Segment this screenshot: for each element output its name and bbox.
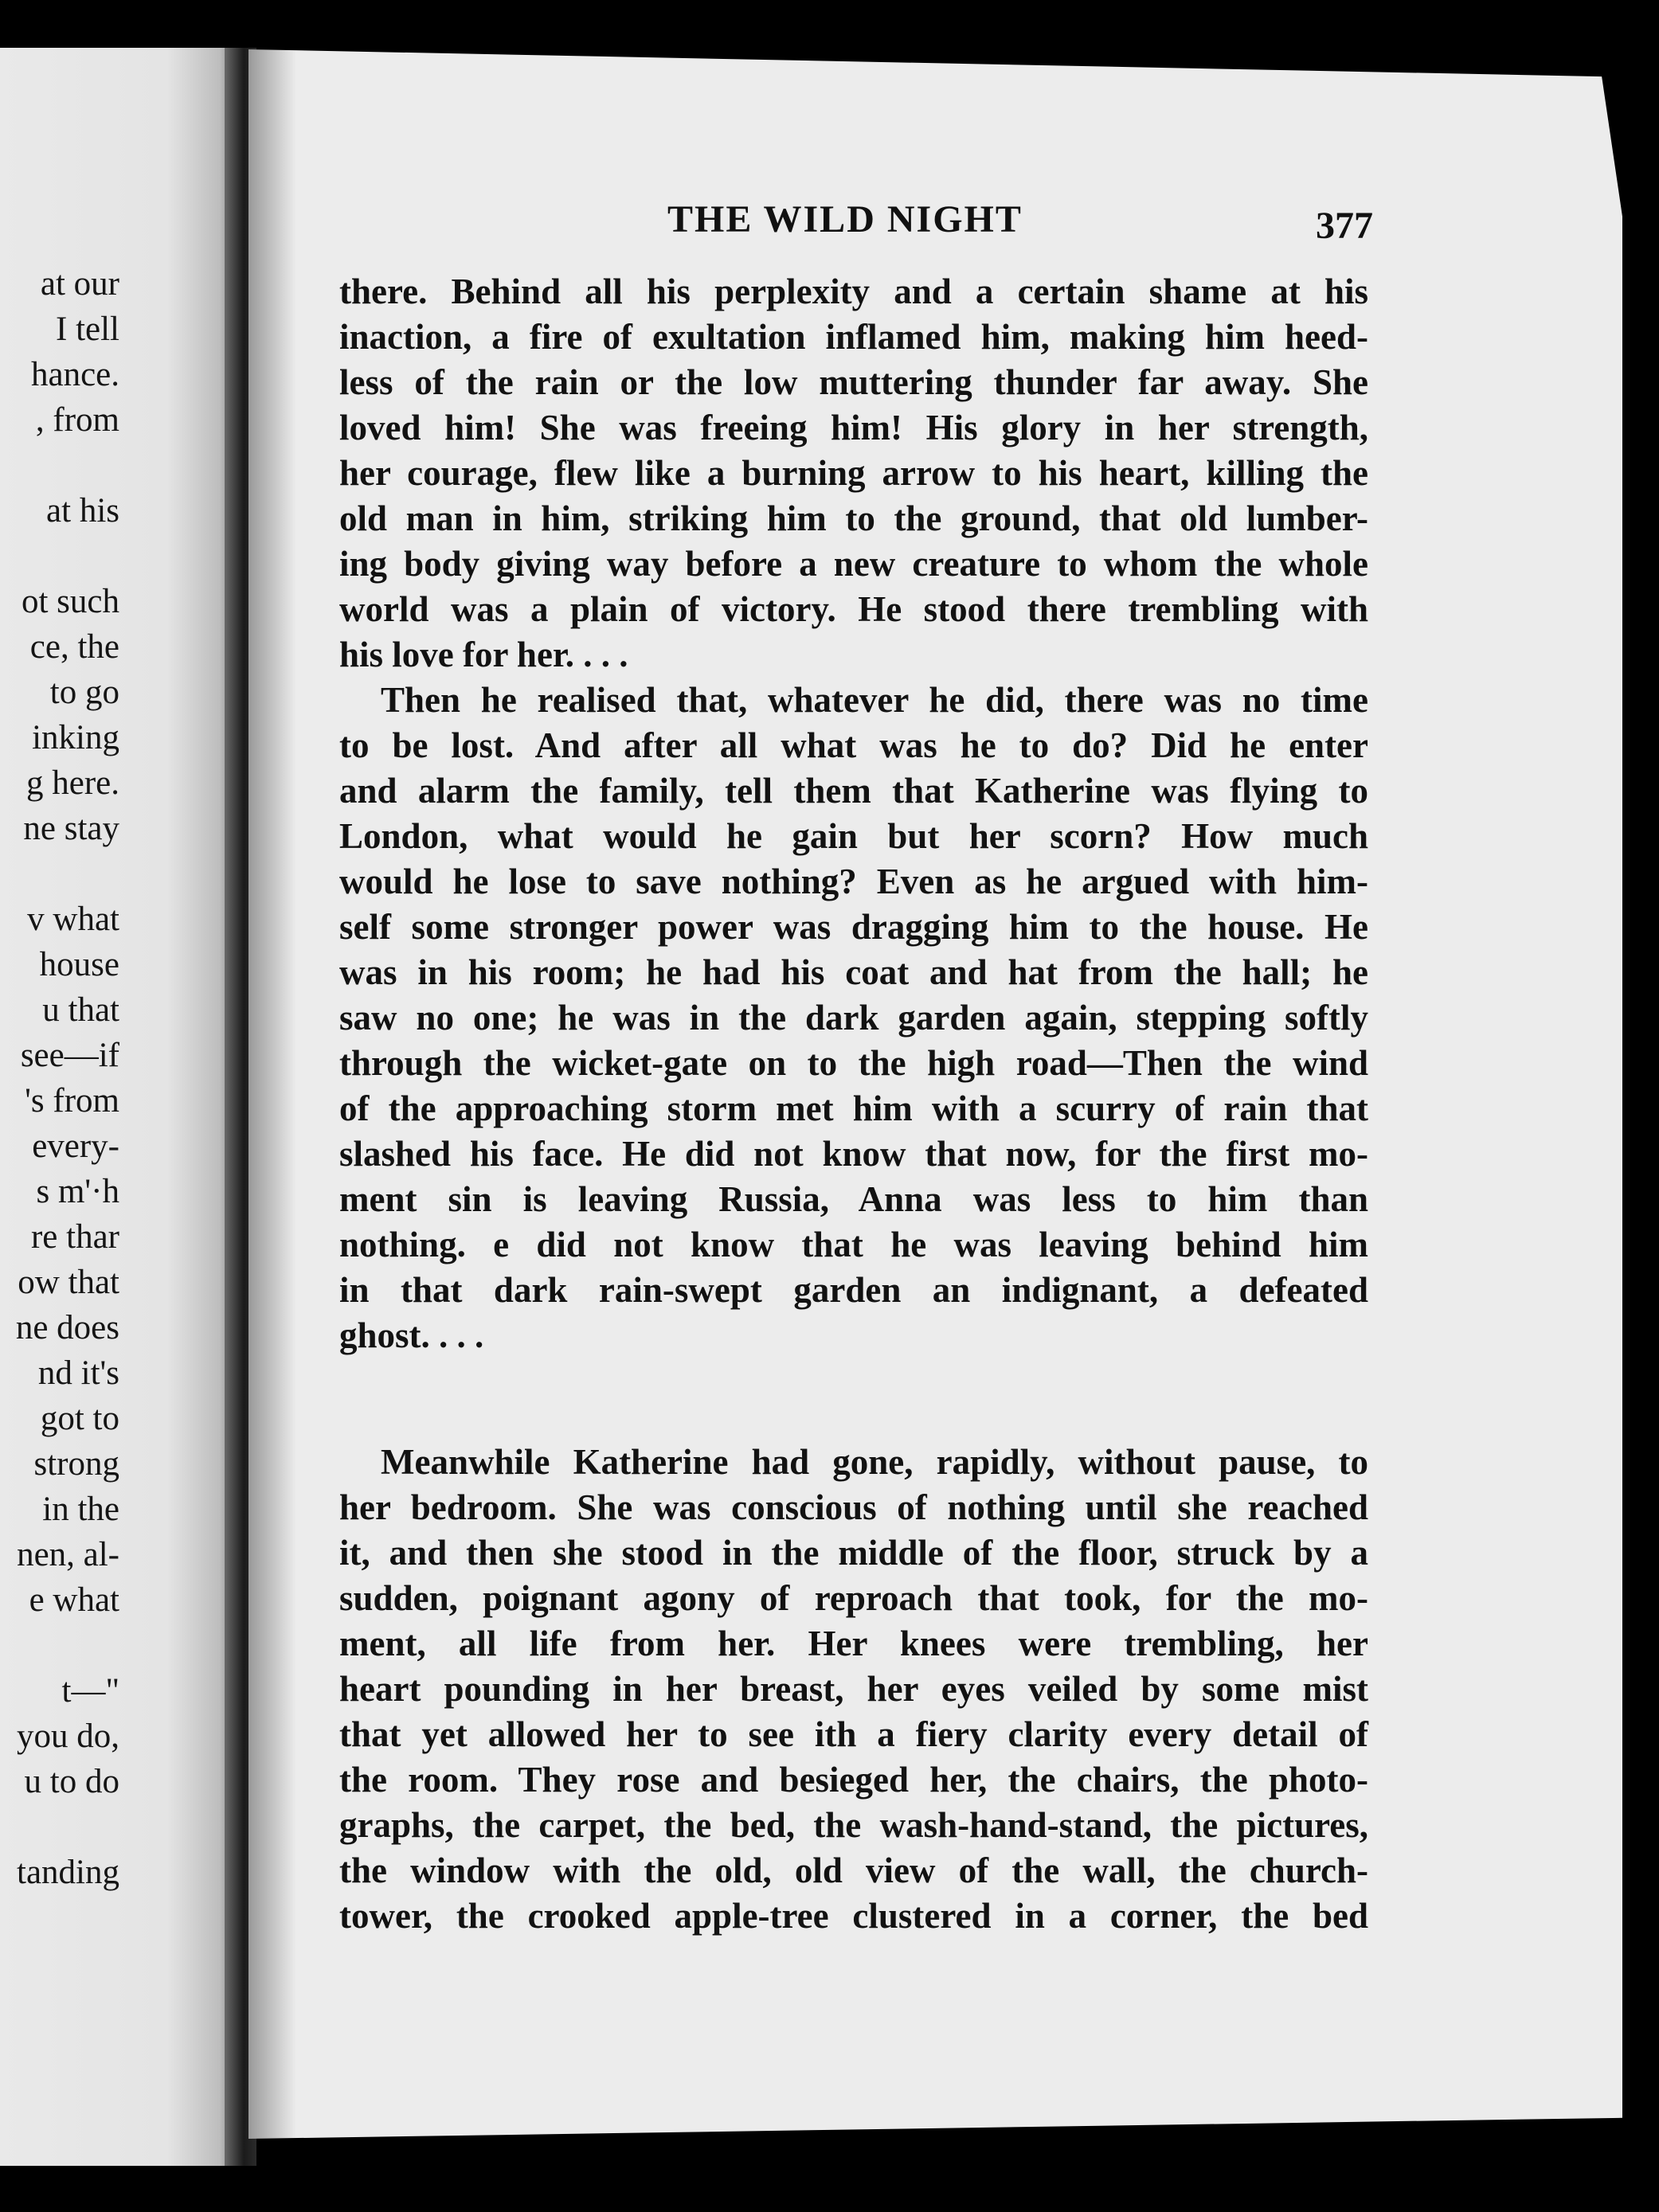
text-line: slashed his face. He did not know that now, for the first mo- <box>339 1134 1368 1174</box>
paragraph <box>339 269 1368 678</box>
left-page-line: ce, the <box>29 628 119 666</box>
page-body <box>339 269 1368 1939</box>
left-page-line: ow that <box>18 1264 119 1301</box>
left-page-line: to go <box>49 674 119 711</box>
left-page-line <box>16 1623 119 1668</box>
left-page-line: v what <box>27 901 119 938</box>
paragraph <box>339 678 1368 1358</box>
text-line: ing body giving way before a new creature to whom the whole <box>339 544 1368 584</box>
left-page-line: e what <box>29 1581 119 1619</box>
left-page-line <box>16 1804 119 1850</box>
left-page-line: at our <box>40 265 119 303</box>
left-page-line <box>16 443 119 488</box>
text-line: self some stronger power was dragging him to the house. He <box>339 907 1368 947</box>
running-header: THE WILD NIGHT <box>667 198 1023 240</box>
left-page-line: see—if <box>20 1037 119 1074</box>
left-page-line: I tell <box>56 311 119 348</box>
left-page-line: u that <box>42 991 119 1029</box>
left-page-line: in the <box>42 1491 119 1528</box>
text-line: would he lose to save nothing? Even as he argued with him- <box>339 862 1368 901</box>
text-line: her bedroom. She was conscious of nothing until she reached <box>339 1487 1368 1527</box>
left-page-line: g here. <box>26 764 119 802</box>
left-page-line: t—" <box>61 1672 119 1710</box>
left-page-line: s m'·h <box>36 1173 119 1210</box>
text-line: graphs, the carpet, the bed, the wash-hand-stand, the pictures, <box>339 1805 1368 1845</box>
text-line: in that dark rain-swept garden an indignant, a defeated <box>339 1270 1368 1310</box>
left-page-line: hance. <box>30 356 119 393</box>
text-line: her courage, flew like a burning arrow to his heart, killing the <box>339 453 1368 493</box>
left-page-line: u to do <box>24 1763 119 1800</box>
text-line: loved him! She was freeing him! His glory in her strength, <box>339 408 1368 447</box>
left-page-line: ne does <box>15 1309 119 1346</box>
left-page-line: inking <box>32 719 119 756</box>
left-page-line: at his <box>46 492 119 530</box>
text-line: and alarm the family, tell them that Katherine was flying to <box>339 771 1368 811</box>
text-line: that yet allowed her to see ith a fiery clarity every detail of <box>339 1714 1368 1754</box>
text-line: old man in him, striking him to the ground, that old lumber- <box>339 498 1368 538</box>
text-line: Then he realised that, whatever he did, there was no time <box>381 680 1368 720</box>
left-page-line: you do, <box>17 1718 119 1755</box>
left-page-line: nd it's <box>37 1354 119 1392</box>
text-line: his love for her. . . . <box>339 635 628 674</box>
page-shadow <box>248 49 296 2139</box>
left-page-line: ne stay <box>23 810 119 847</box>
page-number: 377 <box>1316 205 1373 247</box>
text-line: through the wicket-gate on to the high road—Then the wind <box>339 1043 1368 1083</box>
text-line: it, and then she stood in the middle of the floor, struck by a <box>339 1533 1368 1573</box>
left-page-line: tanding <box>17 1854 119 1891</box>
left-page-line: 's from <box>25 1082 119 1120</box>
text-line: ment, all life from her. Her knees were trembling, her <box>339 1624 1368 1663</box>
text-line: of the approaching storm met him with a scurry of rain that <box>339 1088 1368 1128</box>
text-line: saw no one; he was in the dark garden again, stepping softly <box>339 998 1368 1038</box>
left-page-line <box>16 851 119 897</box>
left-page-line: , from <box>35 401 119 439</box>
text-line: less of the rain or the low muttering thunder far away. She <box>339 362 1368 402</box>
text-line: London, what would he gain but her scorn? How much <box>339 816 1368 856</box>
text-line: the room. They rose and besieged her, the chairs, the photo- <box>339 1760 1368 1800</box>
left-page-line: ot such <box>21 583 119 620</box>
text-line: nothing. e did not know that he was leaving behind him <box>339 1225 1368 1264</box>
left-page-line: strong <box>33 1445 119 1483</box>
section-break <box>339 1358 1368 1440</box>
left-page-text <box>16 261 119 1895</box>
paragraph <box>339 1440 1368 1939</box>
text-line: sudden, poignant agony of reproach that took, for the mo- <box>339 1578 1368 1618</box>
text-line: Meanwhile Katherine had gone, rapidly, without pause, to <box>381 1442 1368 1482</box>
left-page-line: got to <box>40 1400 119 1437</box>
text-line: ghost. . . . <box>339 1315 484 1355</box>
text-line: to be lost. And after all what was he to do? Did he enter <box>339 725 1368 765</box>
left-page <box>0 48 239 2166</box>
text-line: tower, the crooked apple-tree clustered in a corner, the bed <box>339 1896 1368 1936</box>
text-line: was in his room; he had his coat and hat from the hall; he <box>339 952 1368 992</box>
text-line: the window with the old, old view of the wall, the church- <box>339 1850 1368 1890</box>
text-line: ment sin is leaving Russia, Anna was less to him than <box>339 1179 1368 1219</box>
left-page-line: nen, al- <box>17 1536 119 1573</box>
left-page-line: house <box>39 946 119 983</box>
text-line: there. Behind all his perplexity and a certain shame at his <box>339 272 1368 311</box>
left-page-line <box>16 533 119 579</box>
left-page-line: every- <box>32 1127 119 1165</box>
left-page-line: re thar <box>30 1218 119 1256</box>
text-line: world was a plain of victory. He stood there trembling with <box>339 589 1368 629</box>
text-line: heart pounding in her breast, her eyes veiled by some mist <box>339 1669 1368 1709</box>
text-line: inaction, a fire of exultation inflamed him, making him heed- <box>339 317 1368 357</box>
